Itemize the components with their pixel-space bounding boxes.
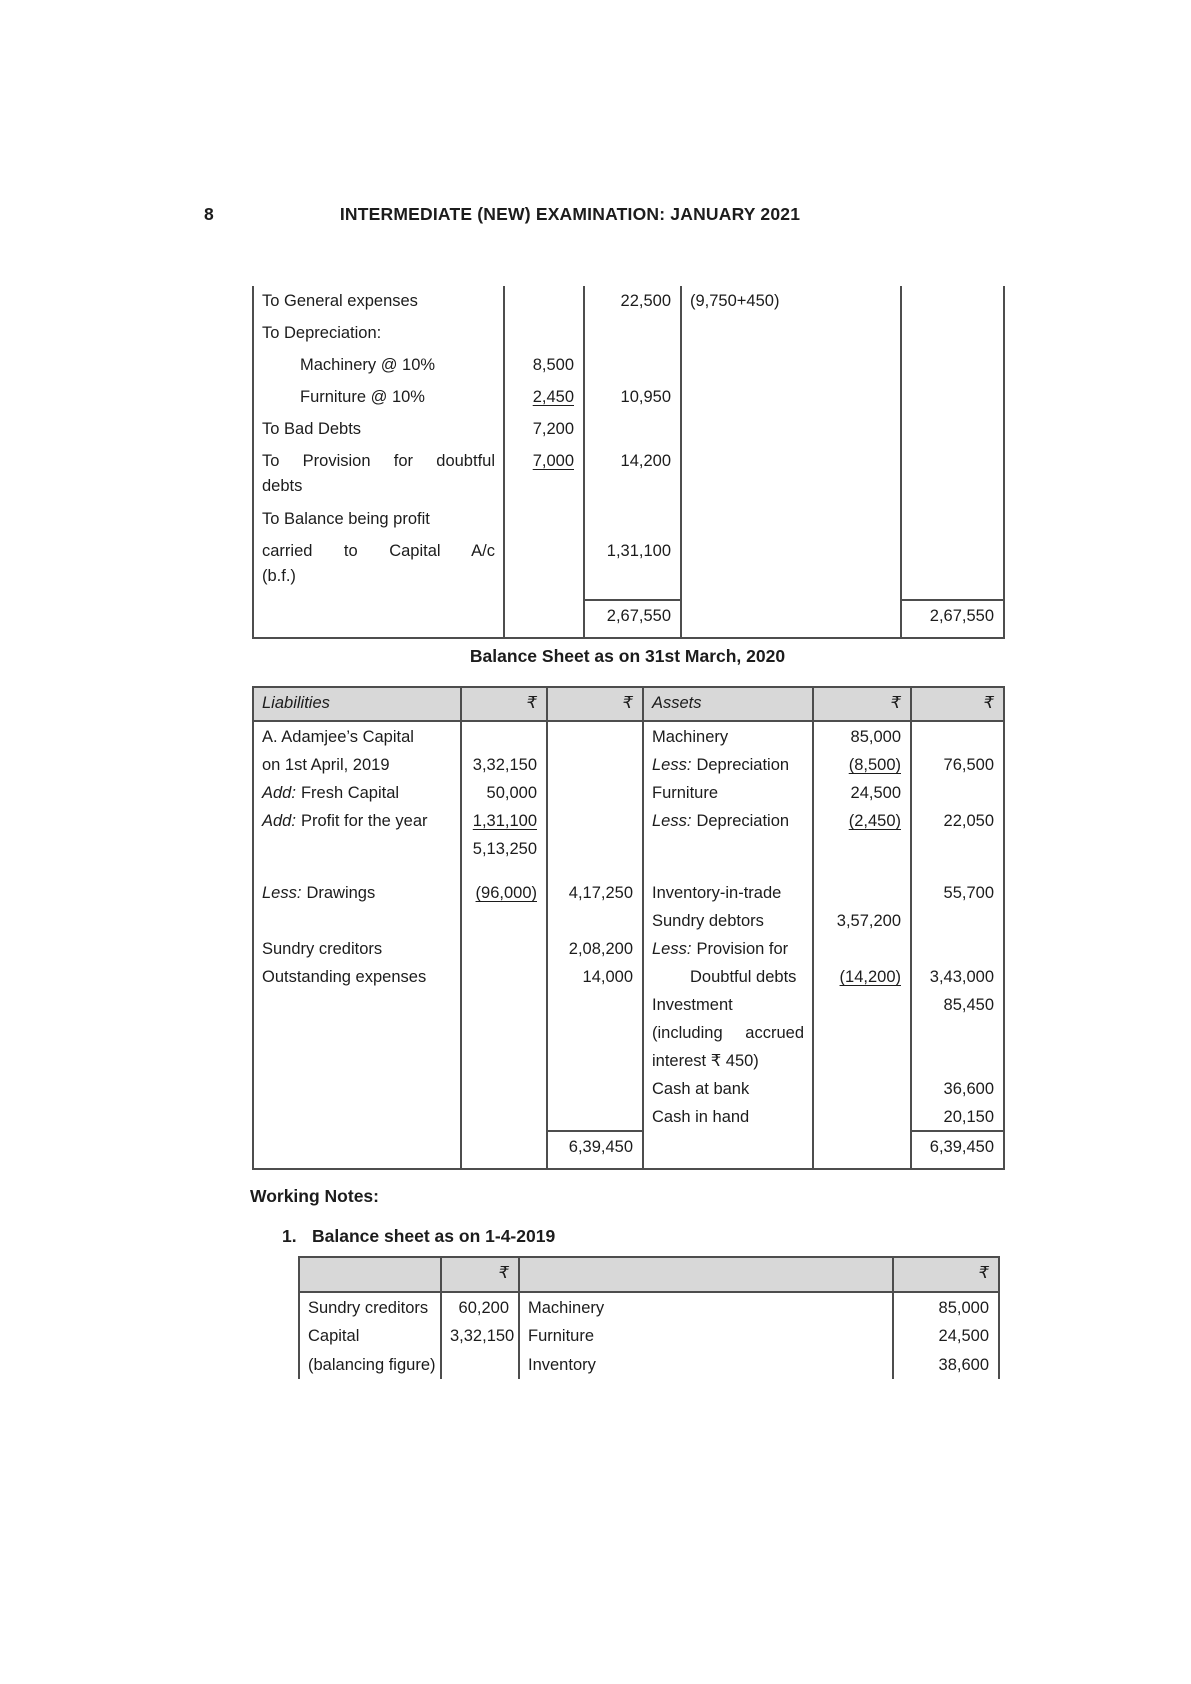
cell-asset-amt1 — [813, 878, 911, 906]
cell-asset-amt2 — [911, 1018, 1004, 1046]
cell-amount-right — [901, 382, 1004, 414]
cell-particulars — [253, 536, 504, 600]
rupee-symbol: ₹ — [893, 1257, 999, 1292]
less-prefix: Less: — [652, 756, 692, 774]
table-row — [253, 1102, 1004, 1131]
cell-asset-amt2: 3,43,000 — [911, 962, 1004, 990]
table-row — [253, 906, 1004, 934]
add-prefix: Add: — [262, 812, 296, 830]
cell-particulars: Machinery @ 10% — [253, 350, 504, 382]
cell-liability — [253, 1131, 461, 1169]
cell-liability: on 1st April, 2019 — [253, 750, 461, 778]
total-row — [253, 600, 1004, 638]
cell-asset-amt1: (2,450) — [813, 806, 911, 834]
less-prefix: Less: — [652, 940, 692, 958]
cell-particulars-right — [681, 600, 901, 638]
cell-liability-amt1 — [461, 1102, 547, 1131]
cell-asset: Furniture — [519, 1321, 893, 1350]
cell-amount: 10,950 — [584, 382, 681, 414]
rupee-symbol: ₹ — [441, 1257, 519, 1292]
cell-amount-right — [901, 318, 1004, 350]
cell-amount: 1,31,100 — [584, 536, 681, 600]
total-row — [253, 1131, 1004, 1169]
cell-asset — [643, 1131, 813, 1169]
cell-asset — [643, 750, 813, 778]
cell-liability-amt2 — [547, 1102, 643, 1131]
cell-asset-amt: 85,000 — [893, 1292, 999, 1321]
liability-label: Profit for the year — [300, 812, 428, 830]
note-1-title — [282, 1226, 555, 1247]
cell-amount-right — [901, 536, 1004, 600]
cell-asset-amt1 — [813, 1074, 911, 1102]
table-row — [253, 806, 1004, 834]
cell-liability — [253, 834, 461, 862]
liability-label: Drawings — [306, 884, 376, 902]
cell-liability-amt: 3,32,150 — [441, 1321, 519, 1350]
cell-amount — [584, 414, 681, 446]
cell-asset: Furniture — [643, 778, 813, 806]
cell-liability — [253, 1102, 461, 1131]
cell-liability-amt1 — [461, 962, 547, 990]
header-row — [299, 1257, 999, 1292]
cell-amount-inner: 8,500 — [504, 350, 584, 382]
total-amount-left: 2,67,550 — [584, 600, 681, 638]
table-row — [253, 504, 1004, 536]
asset-label: Depreciation — [696, 756, 790, 774]
cell-asset — [643, 834, 813, 862]
cell-liability: A. Adamjee’s Capital — [253, 721, 461, 750]
cell-particulars: To General expenses — [253, 286, 504, 318]
table-row — [253, 1046, 1004, 1074]
working-notes-heading: Working Notes: — [250, 1186, 379, 1206]
cell-asset-amt1 — [813, 862, 911, 878]
cell-amount — [584, 504, 681, 536]
cell-particulars-right — [681, 446, 901, 504]
line-1: carried to Capital A/c — [262, 542, 495, 560]
table-row — [253, 414, 1004, 446]
cell-particulars-right — [681, 414, 901, 446]
cell-asset-amt2 — [911, 1046, 1004, 1074]
rupee-symbol: ₹ — [547, 687, 643, 721]
cell-asset-amt1: 85,000 — [813, 721, 911, 750]
cell-particulars-right: (9,750+450) — [681, 286, 901, 318]
line-2: (b.f.) — [262, 567, 296, 585]
cell-asset: Sundry debtors — [643, 906, 813, 934]
cell-amount-right — [901, 414, 1004, 446]
total-liabilities: 6,39,450 — [547, 1131, 643, 1169]
word-1: (including — [652, 1024, 723, 1042]
cell-asset-amt1 — [813, 834, 911, 862]
header-blank — [519, 1257, 893, 1292]
cell-liability: (balancing figure) — [299, 1350, 441, 1379]
cell-amount-inner — [504, 504, 584, 536]
cell-amount-inner — [504, 536, 584, 600]
cell-asset-amt2: 36,600 — [911, 1074, 1004, 1102]
cell-asset-amt2: 85,450 — [911, 990, 1004, 1018]
less-prefix: Less: — [262, 884, 302, 902]
cell-liability: Sundry creditors — [299, 1292, 441, 1321]
note-title-text: Balance sheet as on 1-4-2019 — [312, 1226, 556, 1246]
cell-amount-right — [901, 446, 1004, 504]
table-row — [299, 1292, 999, 1321]
cell-asset-amt1: (14,200) — [813, 962, 911, 990]
cell-asset-amt1 — [813, 1102, 911, 1131]
asset-label: Provision for — [696, 940, 789, 958]
cell-asset: Cash at bank — [643, 1074, 813, 1102]
rupee-symbol: ₹ — [813, 687, 911, 721]
cell-amount: 14,200 — [584, 446, 681, 504]
cell-asset-amt1 — [813, 934, 911, 962]
cell-asset-amt2 — [911, 778, 1004, 806]
cell-asset-amt1 — [813, 990, 911, 1018]
cell-asset: Doubtful debts — [643, 962, 813, 990]
cell-asset-amt2 — [911, 834, 1004, 862]
cell-liability-amt2 — [547, 1046, 643, 1074]
note-number: 1. — [282, 1226, 297, 1246]
cell-amount-inner — [504, 318, 584, 350]
add-prefix: Add: — [262, 784, 296, 802]
cell-liability-amt2: 14,000 — [547, 962, 643, 990]
cell-asset-amt: 24,500 — [893, 1321, 999, 1350]
cell-particulars: To Bad Debts — [253, 414, 504, 446]
cell-asset-amt2 — [911, 862, 1004, 878]
header-row — [253, 687, 1004, 721]
cell-amount-inner: 7,000 — [504, 446, 584, 504]
cell-particulars — [253, 600, 504, 638]
cell-liability-amt1 — [461, 862, 547, 878]
cell-liability-amt1 — [461, 1046, 547, 1074]
table-row — [253, 446, 1004, 504]
cell-liability-amt1: 3,32,150 — [461, 750, 547, 778]
cell-liability-amt2 — [547, 906, 643, 934]
cell-asset-amt1: 3,57,200 — [813, 906, 911, 934]
asset-label: Depreciation — [696, 812, 790, 830]
cell-particulars: Furniture @ 10% — [253, 382, 504, 414]
cell-amount-inner: 7,200 — [504, 414, 584, 446]
cell-liability-amt2 — [547, 990, 643, 1018]
cell-liability: Outstanding expenses — [253, 962, 461, 990]
header-liabilities: Liabilities — [253, 687, 461, 721]
cell-asset-amt1 — [813, 1131, 911, 1169]
cell-liability-amt1: 1,31,100 — [461, 806, 547, 834]
table-row — [253, 286, 1004, 318]
page-number: 8 — [204, 204, 214, 224]
cell-liability-amt1 — [461, 1018, 547, 1046]
cell-asset — [643, 934, 813, 962]
cell-liability-amt2: 4,17,250 — [547, 878, 643, 906]
cell-particulars: To Depreciation: — [253, 318, 504, 350]
word-2: accrued — [745, 1024, 804, 1042]
cell-liability — [253, 778, 461, 806]
cell-liability: Sundry creditors — [253, 934, 461, 962]
cell-asset-amt1: (8,500) — [813, 750, 911, 778]
cell-asset: Machinery — [643, 721, 813, 750]
cell-amount-inner — [504, 286, 584, 318]
cell-asset: interest ₹ 450) — [643, 1046, 813, 1074]
table-row — [299, 1321, 999, 1350]
cell-liability-amt1 — [461, 1074, 547, 1102]
cell-asset-amt2 — [911, 934, 1004, 962]
spacer-row — [253, 862, 1004, 878]
cell-amount-inner — [504, 600, 584, 638]
table-row — [253, 750, 1004, 778]
cell-liability-amt2 — [547, 1074, 643, 1102]
table-row — [253, 934, 1004, 962]
page-header: INTERMEDIATE (NEW) EXAMINATION: JANUARY 2021 — [339, 204, 801, 224]
cell-asset: Inventory — [519, 1350, 893, 1379]
cell-asset: Machinery — [519, 1292, 893, 1321]
cell-liability-amt — [441, 1350, 519, 1379]
line-2: debts — [262, 477, 303, 495]
cell-asset-amt2: 20,150 — [911, 1102, 1004, 1131]
less-prefix: Less: — [652, 812, 692, 830]
cell-amount: 22,500 — [584, 286, 681, 318]
cell-particulars-right — [681, 350, 901, 382]
header-blank — [299, 1257, 441, 1292]
cell-asset-amt2 — [911, 906, 1004, 934]
cell-asset-amt2 — [911, 721, 1004, 750]
table-row — [253, 536, 1004, 600]
table-row — [253, 721, 1004, 750]
cell-liability-amt2 — [547, 806, 643, 834]
cell-asset-amt1 — [813, 1046, 911, 1074]
cell-liability — [253, 990, 461, 1018]
cell-particulars-right — [681, 536, 901, 600]
cell-liability-amt2 — [547, 750, 643, 778]
balance-sheet-title: Balance Sheet as on 31st March, 2020 — [469, 646, 786, 666]
cell-liability-amt1: 5,13,250 — [461, 834, 547, 862]
cell-amount — [584, 350, 681, 382]
cell-particulars-right — [681, 318, 901, 350]
cell-liability-amt1 — [461, 990, 547, 1018]
cell-asset — [643, 862, 813, 878]
cell-liability — [253, 878, 461, 906]
header-assets: Assets — [643, 687, 813, 721]
cell-asset — [643, 806, 813, 834]
cell-asset: Cash in hand — [643, 1102, 813, 1131]
cell-liability-amt: 60,200 — [441, 1292, 519, 1321]
table-row — [253, 834, 1004, 862]
cell-liability-amt2 — [547, 834, 643, 862]
table-row — [253, 778, 1004, 806]
table-row — [299, 1350, 999, 1379]
cell-amount-right — [901, 350, 1004, 382]
cell-particulars-right — [681, 504, 901, 536]
profit-loss-table — [252, 286, 1005, 639]
table-row — [253, 990, 1004, 1018]
cell-liability-amt1 — [461, 721, 547, 750]
cell-amount-inner: 2,450 — [504, 382, 584, 414]
cell-particulars-right — [681, 382, 901, 414]
cell-liability-amt1 — [461, 1131, 547, 1169]
cell-asset-amt: 38,600 — [893, 1350, 999, 1379]
asset-label-justified — [652, 1021, 804, 1046]
table-row — [253, 318, 1004, 350]
table-row — [253, 1074, 1004, 1102]
table-row — [253, 382, 1004, 414]
cell-amount-right — [901, 286, 1004, 318]
cell-liability-amt1: (96,000) — [461, 878, 547, 906]
cell-liability-amt1 — [461, 934, 547, 962]
cell-liability-amt1 — [461, 906, 547, 934]
cell-asset: Inventory-in-trade — [643, 878, 813, 906]
cell-liability-amt2 — [547, 778, 643, 806]
cell-liability — [253, 1046, 461, 1074]
rupee-symbol: ₹ — [461, 687, 547, 721]
balance-sheet-table — [252, 686, 1005, 1170]
cell-asset — [643, 1018, 813, 1046]
table-row — [253, 878, 1004, 906]
cell-liability — [253, 906, 461, 934]
working-notes-table — [298, 1256, 1000, 1379]
liability-label: Fresh Capital — [300, 784, 400, 802]
cell-particulars — [253, 446, 504, 504]
cell-liability — [253, 1018, 461, 1046]
cell-particulars: To Balance being profit — [253, 504, 504, 536]
cell-liability — [253, 862, 461, 878]
cell-asset: Investment — [643, 990, 813, 1018]
cell-liability — [253, 1074, 461, 1102]
cell-asset-amt1: 24,500 — [813, 778, 911, 806]
line-1: To Provision for doubtful — [262, 452, 495, 470]
cell-asset-amt1 — [813, 1018, 911, 1046]
cell-liability — [253, 806, 461, 834]
table-row — [253, 962, 1004, 990]
cell-liability-amt2 — [547, 721, 643, 750]
cell-liability-amt2: 2,08,200 — [547, 934, 643, 962]
cell-asset-amt2: 55,700 — [911, 878, 1004, 906]
cell-liability: Capital — [299, 1321, 441, 1350]
cell-liability-amt2 — [547, 862, 643, 878]
table-row — [253, 350, 1004, 382]
cell-asset-amt2: 22,050 — [911, 806, 1004, 834]
cell-liability-amt1: 50,000 — [461, 778, 547, 806]
table-row — [253, 1018, 1004, 1046]
total-assets: 6,39,450 — [911, 1131, 1004, 1169]
cell-amount-right — [901, 504, 1004, 536]
cell-liability-amt2 — [547, 1018, 643, 1046]
rupee-symbol: ₹ — [911, 687, 1004, 721]
cell-amount — [584, 318, 681, 350]
total-amount-right: 2,67,550 — [901, 600, 1004, 638]
cell-asset-amt2: 76,500 — [911, 750, 1004, 778]
